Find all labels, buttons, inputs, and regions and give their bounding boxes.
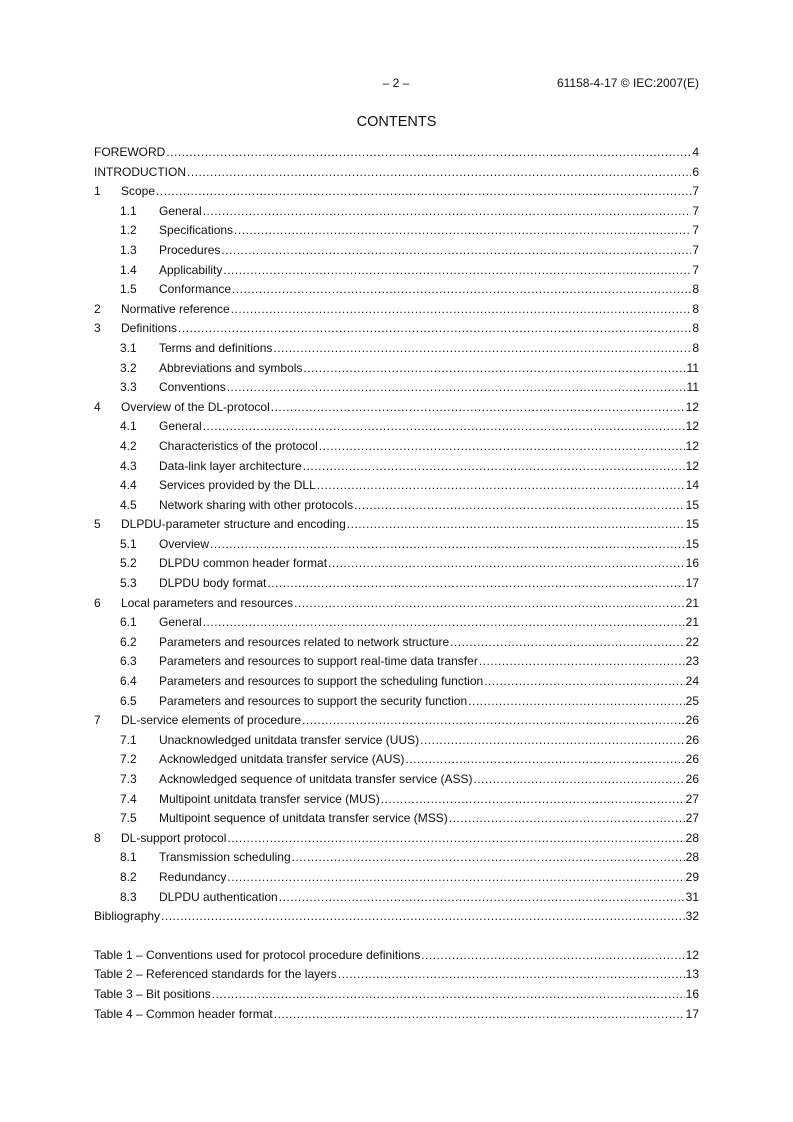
dot-leader <box>231 302 692 316</box>
toc-entry-page: 12 <box>685 947 699 962</box>
toc-entry-number: 6.5 <box>120 693 137 708</box>
toc-entry-page: 27 <box>685 791 699 806</box>
dot-leader <box>203 419 685 433</box>
toc-entry-label: Acknowledged sequence of unitdata transfer service (ASS) <box>159 772 473 786</box>
toc-entry-label: Acknowledged unitdata transfer service (AUS) <box>159 752 405 767</box>
toc-entry-number: 5 <box>94 517 101 532</box>
toc-entry-page: 11 <box>686 360 699 375</box>
toc-entry-label: Characteristics of the protocol <box>159 438 318 453</box>
toc-entry[interactable] <box>94 537 699 557</box>
toc-entry-number: 5.3 <box>120 576 137 591</box>
dot-leader <box>187 165 691 179</box>
toc-entry-page: 24 <box>685 674 699 689</box>
table-list-entry[interactable] <box>94 967 699 987</box>
toc-entry-label: Applicability <box>159 262 223 277</box>
toc-entry-number: 6.4 <box>120 674 137 689</box>
toc-entry-number: 3.1 <box>120 340 137 355</box>
dot-leader <box>450 635 685 649</box>
toc-entry-label: Local parameters and resources <box>121 595 294 610</box>
toc-entry[interactable] <box>94 596 699 616</box>
toc-entry-label: FOREWORD <box>94 145 166 159</box>
toc-entry-number: 7.3 <box>120 772 137 786</box>
dot-leader <box>319 439 685 453</box>
toc-entry-page: 28 <box>685 830 699 845</box>
toc-entry-label: DL-service elements of procedure <box>121 713 302 728</box>
dot-leader <box>420 733 685 747</box>
toc-entry-label: Unacknowledged unitdata transfer service (UUS) <box>159 732 420 747</box>
toc-entry-page: 17 <box>685 576 699 591</box>
toc-entry-page: 17 <box>685 1006 699 1021</box>
toc-entry[interactable] <box>94 243 699 263</box>
toc-entry[interactable] <box>94 439 699 459</box>
toc-entry[interactable] <box>94 282 699 302</box>
toc-entry[interactable] <box>94 752 699 772</box>
toc-entry-page: 28 <box>685 850 699 865</box>
toc-entry-page: 32 <box>685 909 699 924</box>
dot-leader <box>338 967 685 981</box>
toc-entry[interactable] <box>94 380 699 400</box>
toc-entry-page: 7 <box>692 262 699 277</box>
page-number: – 2 – <box>382 76 410 90</box>
toc-entry-page: 8 <box>692 282 699 297</box>
toc-entry-number: 4 <box>94 399 101 414</box>
toc-entry-label: Redundancy <box>159 869 227 884</box>
toc-entry-page: 7 <box>692 223 699 238</box>
toc-entry[interactable] <box>94 204 699 224</box>
toc-entry-page: 16 <box>685 556 699 571</box>
toc-entry-page: 12 <box>685 399 699 414</box>
toc-entry-number: 4.5 <box>120 497 137 512</box>
toc-entry[interactable] <box>94 713 699 733</box>
toc-entry-number: 8.2 <box>120 869 137 884</box>
toc-entry-label: Overview of the DL-protocol <box>121 399 270 414</box>
toc-entry[interactable] <box>94 400 699 420</box>
toc-entry-page: 13 <box>685 967 699 982</box>
dot-leader <box>161 909 685 923</box>
toc-entry[interactable] <box>94 184 699 204</box>
dot-leader <box>303 459 685 473</box>
toc-entry-page: 4 <box>692 145 699 159</box>
toc-entry-page: 26 <box>685 772 699 786</box>
dot-leader <box>271 400 685 414</box>
table-list-entry[interactable] <box>94 948 699 968</box>
dot-leader <box>227 831 684 845</box>
toc-entry-page: 25 <box>685 693 699 708</box>
table-list-entry[interactable] <box>94 987 699 1007</box>
toc-entry-number: 1 <box>94 184 101 199</box>
dot-leader <box>166 145 691 159</box>
toc-entry-number: 1.1 <box>120 203 137 218</box>
toc-entry-number: 7 <box>94 713 101 728</box>
toc-entry-number: 5.1 <box>120 536 137 551</box>
contents-title: CONTENTS <box>356 114 437 130</box>
dot-leader <box>302 713 685 727</box>
toc-entry[interactable] <box>94 517 699 537</box>
toc-entry-label: Definitions <box>121 321 178 336</box>
standard-reference: 61158-4-17 © IEC:2007(E) <box>556 76 699 90</box>
toc-entry-label: DLPDU common header format <box>159 556 328 571</box>
toc-entry-number: 6.3 <box>120 654 137 669</box>
dot-leader <box>405 752 684 766</box>
toc-entry[interactable] <box>94 831 699 851</box>
toc-entry-page: 6 <box>692 164 699 179</box>
toc-entry[interactable] <box>94 811 699 831</box>
toc-entry[interactable] <box>94 321 699 341</box>
toc-entry[interactable] <box>94 772 699 792</box>
toc-entry[interactable] <box>94 890 699 910</box>
toc-entry-label: DLPDU-parameter structure and encoding <box>121 517 346 532</box>
toc-entry-page: 12 <box>685 419 699 434</box>
dot-leader <box>474 772 685 786</box>
toc-entry-label: Table 2 – Referenced standards for the layers <box>94 967 337 982</box>
toc-entry-page: 12 <box>685 458 699 473</box>
toc-entry-label: Conformance <box>159 282 232 297</box>
toc-entry-page: 26 <box>685 713 699 728</box>
toc-entry-number: 6.2 <box>120 634 137 649</box>
dot-leader <box>227 870 684 884</box>
toc-entry-number: 6 <box>94 595 101 610</box>
toc-entry-page: 23 <box>685 654 699 669</box>
toc-entry-label: Scope <box>121 184 156 199</box>
toc-entry-page: 7 <box>692 184 699 199</box>
dot-leader <box>232 282 691 296</box>
toc-entry-label: Overview <box>159 536 210 551</box>
dot-leader <box>484 674 684 688</box>
toc-entry-number: 8.3 <box>120 889 137 904</box>
table-list-entry[interactable] <box>94 1007 699 1027</box>
toc-entry-number: 1.4 <box>120 262 137 277</box>
toc-entry-page: 29 <box>685 869 699 884</box>
dot-leader <box>221 243 691 257</box>
toc-entry-label: Bibliography <box>94 909 161 924</box>
toc-entry[interactable] <box>94 361 699 381</box>
dot-leader <box>328 556 685 570</box>
toc-entry[interactable] <box>94 263 699 283</box>
toc-entry-number: 3.3 <box>120 380 137 395</box>
toc-entry-page: 7 <box>692 203 699 218</box>
toc-entry[interactable] <box>94 165 699 185</box>
dot-leader <box>449 811 685 825</box>
toc-entry[interactable] <box>94 694 699 714</box>
section-gap <box>94 929 699 948</box>
toc-entry-label: Transmission scheduling <box>159 850 291 865</box>
toc-entry[interactable] <box>94 909 699 929</box>
toc-entry-label: Data-link layer architecture <box>159 458 302 473</box>
toc-entry-page: 22 <box>685 634 699 649</box>
toc-entry[interactable] <box>94 556 699 576</box>
dot-leader <box>303 361 685 375</box>
dot-leader <box>317 478 685 492</box>
toc-entry-page: 21 <box>685 615 699 630</box>
toc-entry-number: 2 <box>94 301 101 316</box>
toc-entry-page: 15 <box>685 517 699 532</box>
toc-entry-label: DLPDU body format <box>159 576 267 591</box>
dot-leader <box>294 596 685 610</box>
toc-entry[interactable] <box>94 850 699 870</box>
toc-entry[interactable] <box>94 870 699 890</box>
dot-leader <box>381 792 685 806</box>
toc-entry[interactable] <box>94 419 699 439</box>
toc-entry-page: 8 <box>692 301 699 316</box>
dot-leader <box>354 498 685 512</box>
toc-entry-label: Parameters and resources related to network structure <box>159 634 450 649</box>
toc-entry-page: 21 <box>685 595 699 610</box>
toc-entry-number: 4.1 <box>120 419 137 434</box>
dot-leader <box>347 517 685 531</box>
dot-leader <box>273 341 691 355</box>
toc-entry-label: Parameters and resources to support the security function <box>159 693 468 708</box>
dot-leader <box>421 948 684 962</box>
toc-entry-number: 7.2 <box>120 752 137 767</box>
toc-entry-label: Multipoint sequence of unitdata transfer service (MSS) <box>159 811 448 826</box>
dot-leader <box>203 204 692 218</box>
toc-entry-number: 1.2 <box>120 223 137 238</box>
toc-entry-label: Abbreviations and symbols <box>159 360 303 375</box>
dot-leader <box>178 321 691 335</box>
toc-entry-label: Specifications <box>159 223 234 238</box>
toc-entry-label: DLPDU authentication <box>159 889 278 904</box>
toc-entry-label: General <box>159 419 202 434</box>
dot-leader <box>479 654 685 668</box>
toc-entry-number: 7.4 <box>120 791 137 806</box>
toc-entry-label: General <box>159 615 202 630</box>
toc-entry-label: Multipoint unitdata transfer service (MUS) <box>159 791 380 806</box>
toc-entry[interactable] <box>94 145 699 165</box>
toc-entry[interactable] <box>94 635 699 655</box>
toc-entry-number: 4.4 <box>120 478 137 493</box>
dot-leader <box>234 223 691 237</box>
toc-entry-label: General <box>159 203 202 218</box>
toc-entry-page: 8 <box>692 321 699 336</box>
toc-entry[interactable] <box>94 478 699 498</box>
toc-entry-page: 12 <box>685 438 699 453</box>
toc-entry[interactable] <box>94 654 699 674</box>
toc-entry-label: Table 1 – Conventions used for protocol procedure definitions <box>94 947 421 962</box>
dot-leader <box>156 184 691 198</box>
toc-entry-page: 26 <box>685 732 699 747</box>
toc-entry-number: 3.2 <box>120 360 137 375</box>
toc-entry-number: 8 <box>94 830 101 845</box>
toc-entry-page: 11 <box>686 380 699 395</box>
toc-entry[interactable] <box>94 733 699 753</box>
toc-entry-label: INTRODUCTION <box>94 164 186 179</box>
dot-leader <box>267 576 684 590</box>
dot-leader <box>292 850 685 864</box>
toc-entry-label: Parameters and resources to support the scheduling function <box>159 674 484 689</box>
table-of-contents <box>94 145 699 1026</box>
toc-entry-page: 14 <box>685 478 699 493</box>
toc-entry-number: 4.2 <box>120 438 137 453</box>
toc-entry-page: 15 <box>685 536 699 551</box>
toc-entry-page: 26 <box>685 752 699 767</box>
toc-entry-number: 7.5 <box>120 811 137 826</box>
toc-entry[interactable] <box>94 459 699 479</box>
toc-entry-label: Conventions <box>159 380 226 395</box>
dot-leader <box>223 263 691 277</box>
dot-leader <box>227 380 686 394</box>
toc-entry-number: 5.2 <box>120 556 137 571</box>
toc-entry-page: 15 <box>685 497 699 512</box>
toc-entry-number: 3 <box>94 321 101 336</box>
toc-entry-label: Terms and definitions <box>159 340 273 355</box>
toc-entry-label: Table 4 – Common header format <box>94 1006 273 1021</box>
toc-entry[interactable] <box>94 615 699 635</box>
toc-entry[interactable] <box>94 674 699 694</box>
toc-entry[interactable] <box>94 302 699 322</box>
toc-entry-number: 1.5 <box>120 282 137 297</box>
toc-entry-label: DL-support protocol <box>121 830 227 845</box>
toc-entry[interactable] <box>94 341 699 361</box>
toc-entry-number: 7.1 <box>120 732 137 747</box>
toc-entry-page: 31 <box>685 889 699 904</box>
dot-leader <box>274 1007 685 1021</box>
toc-entry-label: Table 3 – Bit positions <box>94 986 211 1001</box>
toc-entry-label: Procedures <box>159 242 221 257</box>
toc-entry[interactable] <box>94 792 699 812</box>
toc-entry-number: 4.3 <box>120 458 137 473</box>
toc-entry[interactable] <box>94 576 699 596</box>
toc-entry-page: 7 <box>692 242 699 257</box>
toc-entry-number: 6.1 <box>120 615 137 630</box>
toc-entry-label: Normative reference <box>121 301 230 316</box>
toc-entry[interactable] <box>94 223 699 243</box>
dot-leader <box>468 694 684 708</box>
dot-leader <box>212 987 685 1001</box>
toc-entry-label: Parameters and resources to support real-time data transfer <box>159 654 478 669</box>
dot-leader <box>210 537 685 551</box>
dot-leader <box>279 890 685 904</box>
toc-entry-number: 8.1 <box>120 850 137 865</box>
toc-entry[interactable] <box>94 498 699 518</box>
dot-leader <box>203 615 685 629</box>
toc-entry-page: 8 <box>692 340 699 355</box>
toc-entry-label: Services provided by the DLL <box>159 478 316 493</box>
toc-entry-page: 16 <box>685 986 699 1001</box>
toc-entry-page: 27 <box>685 811 699 826</box>
toc-entry-number: 1.3 <box>120 242 137 257</box>
toc-entry-label: Network sharing with other protocols <box>159 497 354 512</box>
